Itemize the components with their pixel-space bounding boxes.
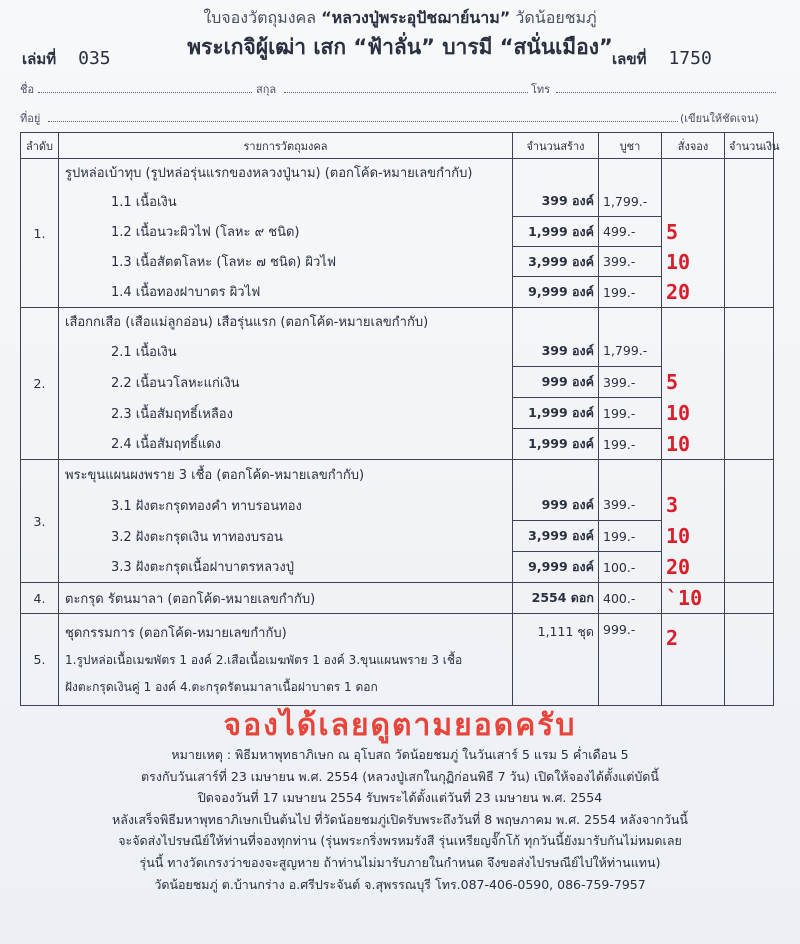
item-price: 199.-	[599, 398, 662, 429]
col-header-price: บูชา	[599, 133, 662, 159]
item-quantity: 1,999 องค์	[513, 217, 599, 247]
table-row	[21, 217, 774, 247]
form-type-label: ใบจองวัตถุมงคล	[203, 8, 322, 27]
item-label: 1.1 เนื้อเงิน	[59, 187, 513, 217]
order-cell[interactable]: 10	[662, 521, 725, 552]
address-label: ที่อยู่	[20, 112, 41, 125]
item-label: 3.1 ฝังตะกรุดทองคำ ทาบรอนทอง	[59, 490, 513, 521]
item-quantity: 3,999 องค์	[513, 521, 599, 552]
committee-set-line: ฝังตะกรุดเงินคู่ 1 องค์ 4.ตะกรุดรัตนมาลาเนื้อฝาบาตร 1 ดอก	[65, 680, 378, 694]
form-subtitle	[0, 6, 800, 31]
amount-cell[interactable]	[725, 159, 774, 308]
item-quantity: 999 องค์	[513, 367, 599, 398]
group-number: 5.	[21, 614, 59, 706]
item-price: 999.-	[599, 614, 662, 706]
book-number-value: 035	[78, 48, 111, 69]
group-title: รูปหล่อเบ้าทุบ (รูปหล่อรุ่นแรกของหลวงปู่นาม) (ตอกโค้ด-หมายเลขกำกับ)	[59, 159, 513, 187]
order-cell[interactable]: 20	[662, 552, 725, 583]
item-quantity: 1,111 ชุด	[513, 614, 599, 706]
item-price: 399.-	[599, 247, 662, 277]
item-price: 400.-	[599, 583, 662, 614]
remark-line: ตรงกับวันเสาร์ที่ 23 เมษายน พ.ศ. 2554 (หลวงปู่เสกในกุฏิก่อนพิธี 7 วัน) เปิดให้จองได้ตั้งแต่บัดนี้	[141, 768, 659, 784]
table-row	[21, 187, 774, 217]
name-field[interactable]	[38, 92, 252, 93]
item-quantity: 9,999 องค์	[513, 552, 599, 583]
table-row	[21, 159, 774, 187]
item-price: 199.-	[599, 277, 662, 308]
item-quantity: 2554 ดอก	[513, 583, 599, 614]
group-title: ชุดกรรมการ (ตอกโค้ด-หมายเลขกำกับ)	[65, 626, 287, 641]
item-label: 1.3 เนื้อสัตตโลหะ (โลหะ ๗ ชนิด) ผิวไฟ	[59, 247, 513, 277]
serial-number-field	[612, 47, 712, 71]
item-quantity: 3,999 องค์	[513, 247, 599, 277]
item-price: 1,799.-	[599, 187, 662, 217]
table-row	[21, 308, 774, 336]
remark-line: รุ่นนี้ ทางวัดเกรงว่าของจะสูญหาย ถ้าท่านไม่มารับภายในกำหนด จึงขอส่งไปรษณีย์ไปให้ท่านแทน)	[139, 854, 661, 870]
item-price: 499.-	[599, 217, 662, 247]
table-row	[21, 583, 774, 614]
col-header-amount: จำนวนเงิน	[725, 133, 774, 159]
table-row	[21, 277, 774, 308]
table-row	[21, 490, 774, 521]
order-table	[20, 132, 780, 706]
order-cell[interactable]: 20	[662, 277, 725, 308]
order-now-banner: จองได้เลยดูตามยอดครับ	[223, 708, 577, 743]
item-label: 1.2 เนื้อนวะผิวไฟ (โลหะ ๙ ชนิด)	[59, 217, 513, 247]
item-quantity: 9,999 องค์	[513, 277, 599, 308]
item-price: 100.-	[599, 552, 662, 583]
committee-set-description	[59, 614, 513, 706]
order-cell[interactable]: 10	[662, 398, 725, 429]
book-number-field	[22, 47, 111, 71]
item-quantity: 399 องค์	[513, 187, 599, 217]
table-row	[21, 398, 774, 429]
remark-line: หลังเสร็จพิธีมหาพุทธาภิเษกเป็นต้นไป ที่วัดน้อยชมภู่เปิดรับพระถึงวันที่ 8 พฤษภาคม พ.ศ. 2554 หลังจากวันนี้	[112, 811, 688, 827]
item-label: 2.3 เนื้อสัมฤทธิ์เหลือง	[59, 398, 513, 429]
amount-cell[interactable]	[725, 614, 774, 706]
group-title: เสือกกเสือ (เสือแม่ลูกอ่อน) เสือรุ่นแรก (ตอกโค้ด-หมายเลขกำกับ)	[59, 308, 513, 336]
contact-line: วัดน้อยชมภู่ ต.บ้านกร่าง อ.ศรีประจันต์ จ.สุพรรณบุรี โทร.087-406-0590, 086-759-7957	[154, 876, 646, 892]
order-cell[interactable]	[662, 187, 725, 217]
table-row	[21, 552, 774, 583]
group-number: 1.	[21, 159, 59, 308]
amount-cell[interactable]	[725, 308, 774, 460]
group-number: 3.	[21, 460, 59, 583]
order-cell[interactable]: `10	[662, 583, 725, 614]
item-price: 199.-	[599, 429, 662, 460]
surname-label: สกุล	[256, 83, 277, 96]
item-label: 1.4 เนื้อทองฝาบาตร ผิวไฟ	[59, 277, 513, 308]
item-price: 399.-	[599, 367, 662, 398]
table-row	[21, 336, 774, 367]
item-quantity: 399 องค์	[513, 336, 599, 367]
item-price: 399.-	[599, 490, 662, 521]
group-title: พระขุนแผนผงพราย 3 เชื้อ (ตอกโค้ด-หมายเลขกำกับ)	[59, 460, 513, 490]
form-title: พระเกจิผู้เฒ่า เสก “ฟ้าลั่น” บารมี “สนั่นเมือง”	[187, 35, 613, 59]
col-header-item: รายการวัตถุมงคล	[59, 133, 513, 159]
book-number-label: เล่มที่	[22, 50, 57, 68]
order-cell[interactable]: 5	[662, 217, 725, 247]
item-quantity: 999 องค์	[513, 490, 599, 521]
order-cell[interactable]: 10	[662, 247, 725, 277]
table-row	[21, 460, 774, 490]
order-cell[interactable]: 3	[662, 490, 725, 521]
table-header-row	[21, 133, 774, 159]
order-cell[interactable]: 10	[662, 429, 725, 460]
item-quantity: 1,999 องค์	[513, 398, 599, 429]
item-label: 2.4 เนื้อสัมฤทธิ์แดง	[59, 429, 513, 460]
table-row	[21, 247, 774, 277]
name-label: ชื่อ	[20, 83, 35, 96]
address-field[interactable]	[48, 121, 678, 122]
table-row	[21, 429, 774, 460]
item-quantity: 1,999 องค์	[513, 429, 599, 460]
col-header-no: ลำดับ	[21, 133, 59, 159]
order-cell[interactable]: 5	[662, 367, 725, 398]
amount-cell[interactable]	[725, 460, 774, 583]
item-price: 199.-	[599, 521, 662, 552]
item-label: 3.2 ฝังตะกรุดเงิน ทาทองบรอน	[59, 521, 513, 552]
item-price: 1,799.-	[599, 336, 662, 367]
remark-line: จะจัดส่งไปรษณีย์ให้ท่านที่จองทุกท่าน (รุ่นพระกริ่งพรหมรังสี รุ่นเหรียญจั๊กโก้ ทุกวันนี้ยังมารับกันไม่หมดเลย	[118, 833, 682, 849]
col-header-quantity: จำนวนสร้าง	[513, 133, 599, 159]
serial-number-label: เลขที่	[612, 50, 647, 68]
phone-label: โทร	[531, 83, 551, 96]
temple-name: วัดน้อยชมภู่	[510, 8, 597, 27]
group-title: ตะกรุด รัตนมาลา (ตอกโค้ด-หมายเลขกำกับ)	[59, 583, 513, 614]
order-cell[interactable]	[662, 336, 725, 367]
group-number: 2.	[21, 308, 59, 460]
address-note: (เขียนให้ชัดเจน)	[680, 112, 759, 125]
surname-field[interactable]	[284, 92, 528, 93]
order-cell[interactable]: 2	[662, 614, 725, 706]
table-row	[21, 614, 774, 706]
remark-line: หมายเหตุ : พิธีมหาพุทธาภิเษก ณ อุโบสถ วัดน้อยชมภู่ ในวันเสาร์ 5 แรม 5 ค่ำเดือน 5	[171, 747, 629, 762]
table-row	[21, 367, 774, 398]
committee-set-line: 1.รูปหล่อเนื้อเมฆพัตร 1 องค์ 2.เสือเนื้อเมฆพัตร 1 องค์ 3.ขุนแผนพราย 3 เชื้อ	[65, 653, 463, 667]
item-label: 3.3 ฝังตะกรุดเนื้อฝาบาตรหลวงปู่	[59, 552, 513, 583]
serial-number-value: 1750	[668, 48, 712, 69]
monk-name: “หลวงปู่พระอุปัชฌาย์นาม”	[321, 8, 511, 27]
item-label: 2.2 เนื้อนวโลหะแก่เงิน	[59, 367, 513, 398]
item-label: 2.1 เนื้อเงิน	[59, 336, 513, 367]
remark-line: ปิดจองวันที่ 17 เมษายน 2554 รับพระได้ตั้งแต่วันที่ 23 เมษายน พ.ศ. 2554	[197, 790, 603, 806]
remarks-section	[0, 744, 800, 895]
amount-cell[interactable]	[725, 583, 774, 614]
phone-field[interactable]	[556, 92, 776, 93]
table-row	[21, 521, 774, 552]
col-header-order: สั่งจอง	[662, 133, 725, 159]
group-number: 4.	[21, 583, 59, 614]
